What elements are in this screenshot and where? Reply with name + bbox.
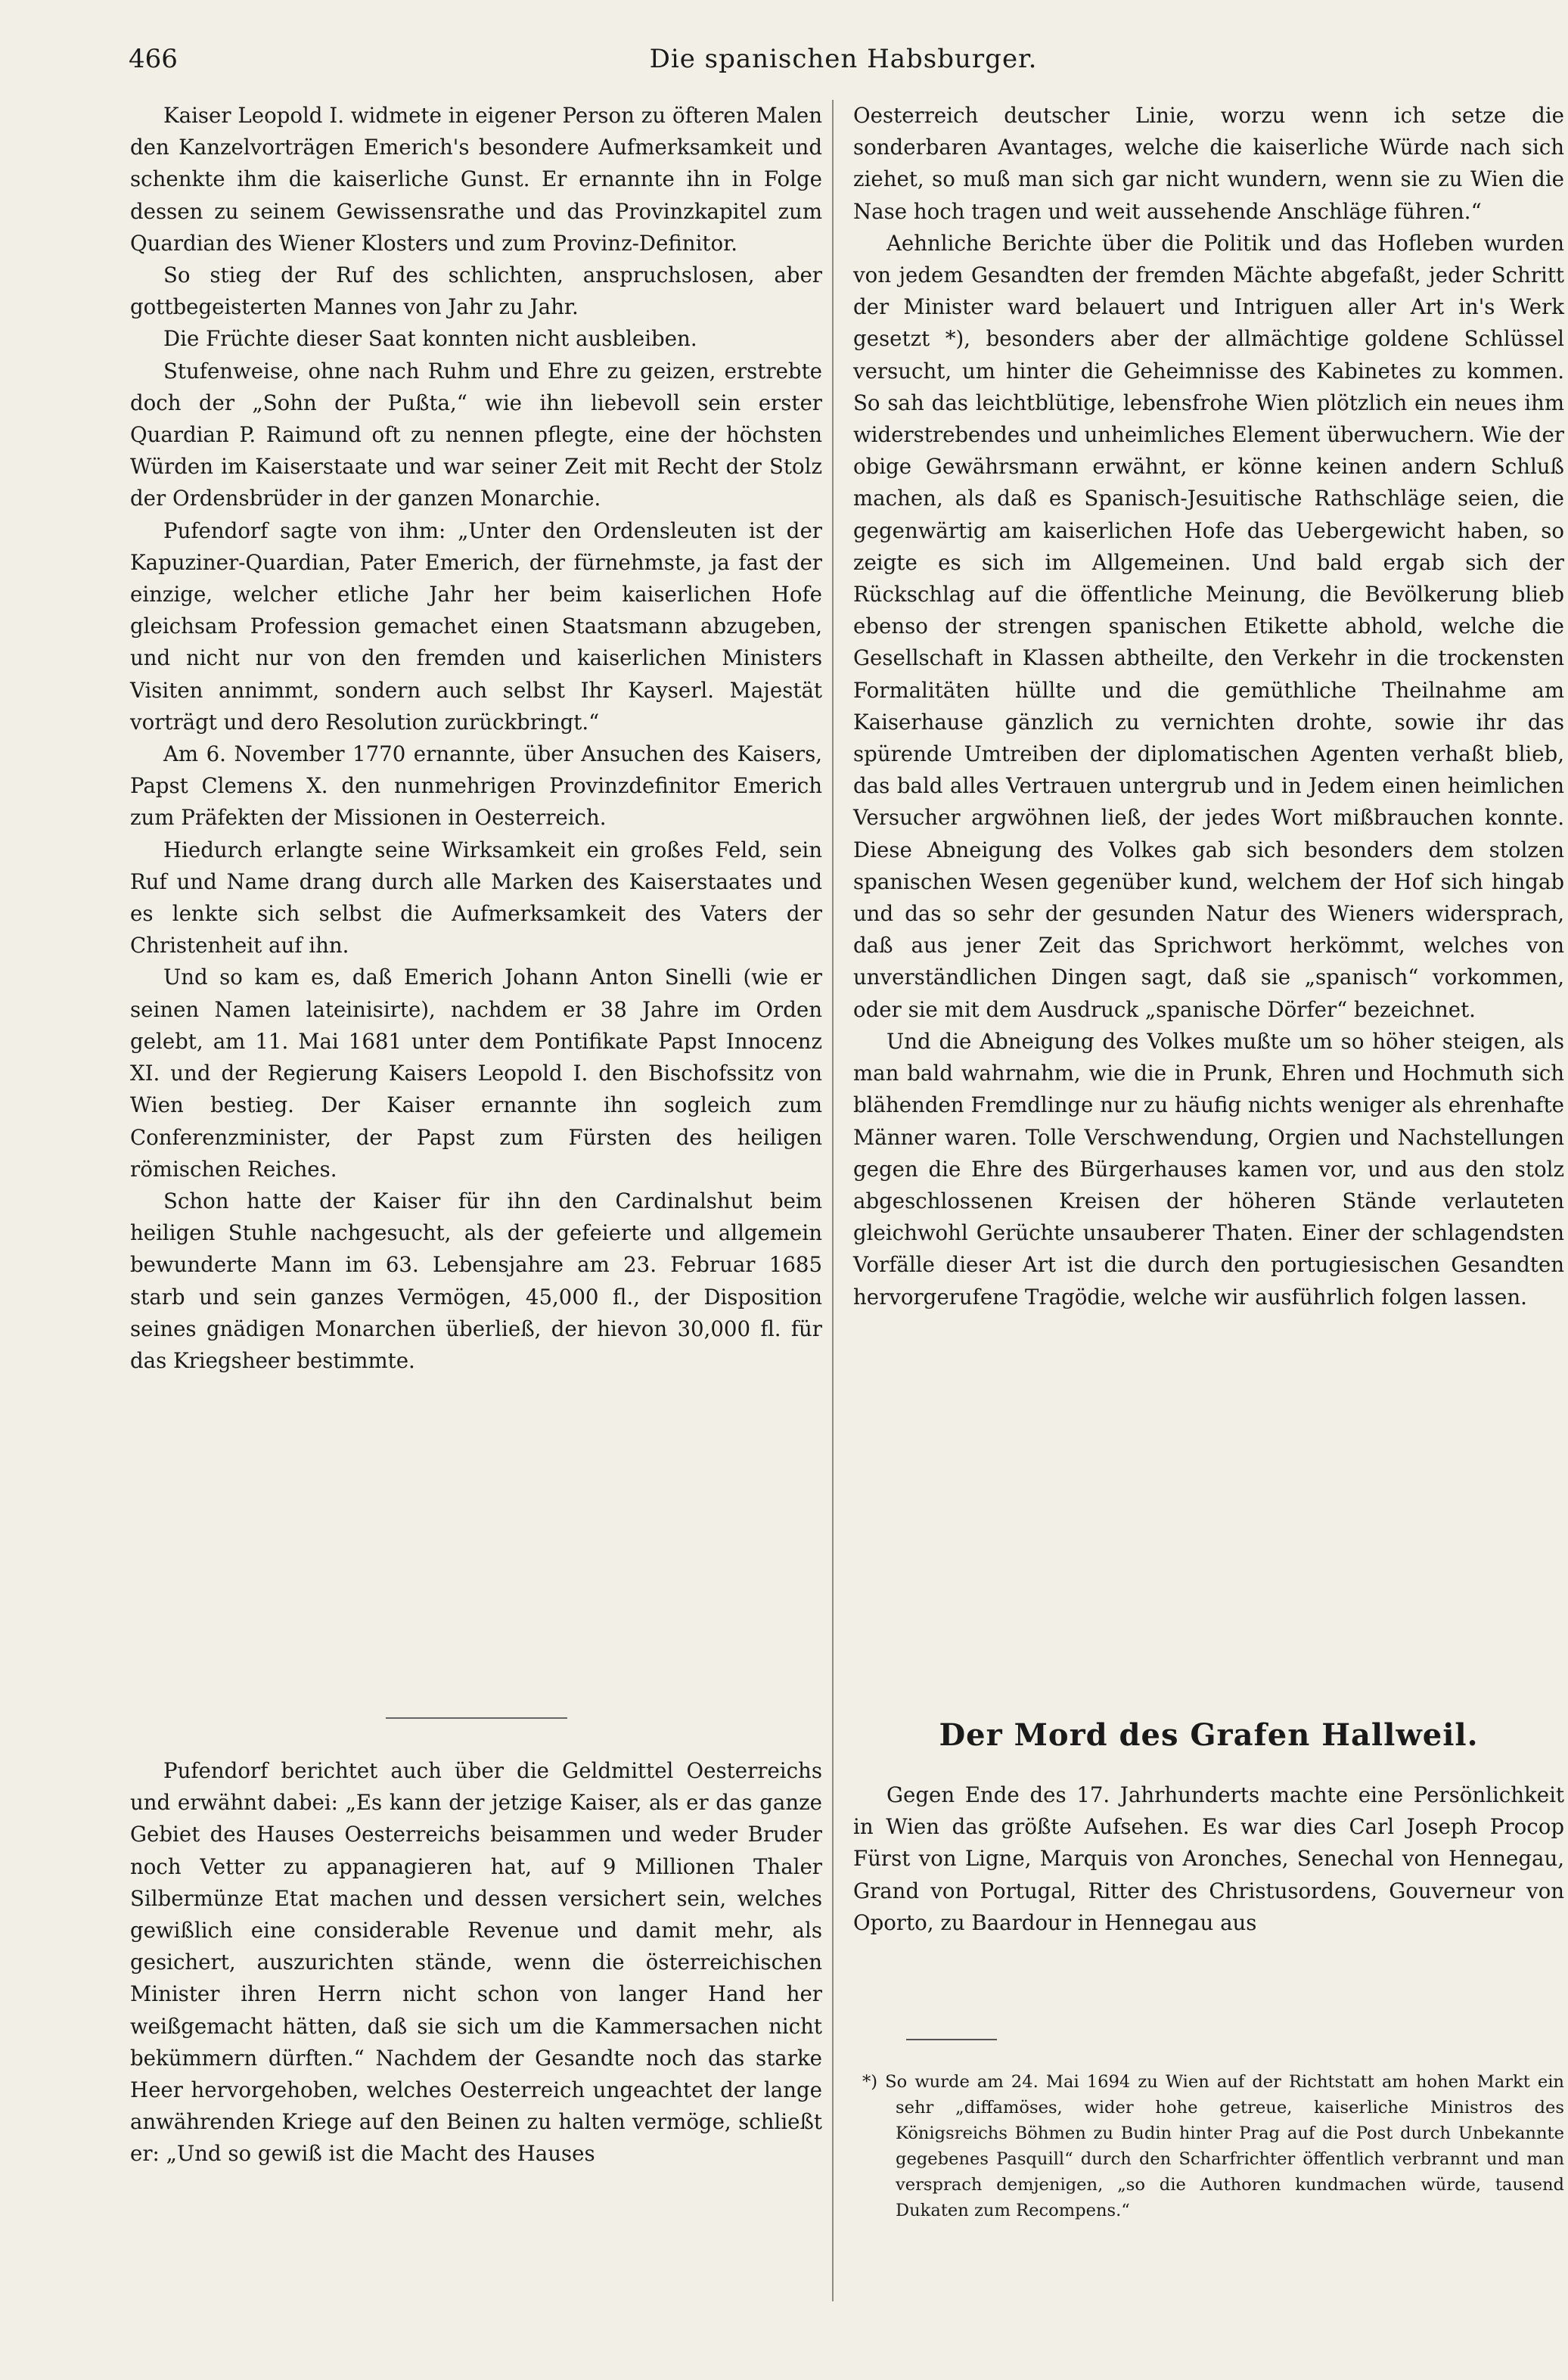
right-column [853,100,1564,1313]
column-divider [832,100,834,2301]
paragraph: Pufendorf berichtet auch über die Geldmittel Oesterreichs und erwähnt dabei: „Es kann der jetzige Kaiser, als er das ganze Gebiet des Hauses Oesterreichs beisammen und weder Bruder noch Vetter zu appanagieren hat, auf 9 Millionen Thaler Silbermünze Etat machen und dessen versichert sein, welches gewißlich eine considerable Revenue und damit mehr, als gesichert, auszurichten stände, wenn die österreichischen Minister ihren Herrn nicht schon von langer Hand her weißgemacht hätten, daß sie sich um die Kammersachen nicht bekümmern dürften.“ Nachdem der Gesandte noch das starke Heer hervorgehoben, welches Oesterreich ungeachtet der lange anwährenden Kriege auf den Beinen zu halten vermöge, schließt er: „Und so gewiß ist die Macht des Hauses [130,1758,822,2167]
paragraph: Aehnliche Berichte über die Politik und das Hofleben wurden von jedem Gesandten der fremden Mächte abgefaßt, jeder Schritt der Minister ward belauert und Intriguen aller Art in's Werk gesetzt *), besonders aber der allmächtige goldene Schlüssel versucht, um hinter die Geheimnisse des Kabinetes zu kommen. So sah das leichtblütige, lebensfrohe Wien plötzlich ein neues ihm widerstrebendes und unheimliches Element überwuchern. Wie der obige Gewährsmann erwähnt, er könne keinen andern Schluß machen, als daß es Spanisch-Jesuitische Rathschläge seien, die gegenwärtig am kaiserlichen Hofe das Uebergewicht haben, so zeigte es sich im Allgemeinen. Und bald ergab sich der Rückschlag auf die öffentliche Meinung, die Bevölkerung blieb ebenso der strengen spanischen Etikette abhold, welche die Gesellschaft in Klassen abtheilte, den Verkehr in die trockensten Formalitäten hüllte und die gemüthliche Theilnahme am Kaiserhause gänzlich zu vernichten drohte, sowie ihr das spürende Umtreiben der diplomatischen Agenten verhaßt blieb, das bald alles Vertrauen untergrub und in Jedem einen heimlichen Versucher argwöhnen ließ, der jedes Wort mißbrauchen konnte. Diese Abneigung des Volkes gab sich besonders dem stolzen spanischen Wesen gegenüber kund, welchem der Hof sich hingab und das so sehr der gesunden Natur des Wieners widersprach, daß aus jener Zeit das Sprichwort herkömmt, welches von unverständlichen Dingen sagt, daß sie „spanisch“ vorkommen, oder sie mit dem Ausdruck „spanische Dörfer“ bezeichnet. [853,230,1564,1022]
paragraph: Schon hatte der Kaiser für ihn den Cardinalshut beim heiligen Stuhle nachgesucht, als der gefeierte und allgemein bewunderte Mann im 63. Lebensjahre am 23. Februar 1685 starb und sein ganzes Vermögen, 45,000 fl., der Disposition seines gnädigen Monarchen überließ, der hievon 30,000 fl. für das Kriegsheer bestimmte. [130,1188,822,1373]
left-column-lower [130,1755,822,2170]
footnote-rule [906,2039,997,2040]
paragraph: Am 6. November 1770 ernannte, über Ansuchen des Kaisers, Papst Clemens X. den nunmehrigen Provinzdefinitor Emerich zum Präfekten der Missionen in Oesterreich. [130,741,822,831]
paragraph: Oesterreich deutscher Linie, worzu wenn ich setze die sonderbaren Avantages, welche die kaiserliche Würde nach sich ziehet, so muß man sich gar nicht wundern, wenn sie zu Wien die Nase hoch tragen und weit aussehende Anschläge führen.“ [853,103,1564,224]
paragraph: Stufenweise, ohne nach Ruhm und Ehre zu geizen, erstrebte doch der „Sohn der Pußta,“ wie ihn liebevoll sein erster Quardian P. Raimund oft zu nennen pflegte, eine der höchsten Würden im Kaiserstaate und war seiner Zeit mit Recht der Stolz der Ordensbrüder in der ganzen Monarchie. [130,358,822,511]
paragraph: Hiedurch erlangte seine Wirksamkeit ein großes Feld, sein Ruf und Name drang durch alle Marken des Kaiserstaates und es lenkte sich selbst die Aufmerksamkeit des Vaters der Christenheit auf ihn. [130,837,822,959]
footnote-text: *) So wurde am 24. Mai 1694 zu Wien auf der Richtstatt am hohen Markt ein sehr „diffamöses, wider hohe getreue, kaiserliche Ministros des Königsreichs Böhmen zu Budin hinter Prag auf die Post durch Unbekannte gegebenes Pasquill“ durch den Scharfrichter öffentlich verbrannt und man versprach demjenigen, „so die Authoren kundmachen würde, tausend Dukaten zum Recompens.“ [862,2072,1564,2220]
paragraph: Die Früchte dieser Saat konnten nicht ausbleiben. [163,326,697,352]
paragraph: Pufendorf sagte von ihm: „Unter den Ordensleuten ist der Kapuziner-Quardian, Pater Emerich, der fürnehmste, ja fast der einzige, welcher etliche Jahr her beim kaiserlichen Hofe gleichsam Profession gemachet einen Staatsmann abzugeben, und nicht nur von den fremden und kaiserlichen Ministers Visiten annimmt, sondern auch selbst Ihr Kayserl. Majestät vorträgt und dero Resolution zurückbringt.“ [130,517,822,735]
running-header [129,44,1558,89]
footnote [853,2069,1564,2223]
paragraph: Gegen Ende des 17. Jahrhunderts machte eine Persönlichkeit in Wien das größte Aufsehen. Es war dies Carl Joseph Procop Fürst von Ligne, Marquis von Aronches, Senechal von Hennegau, Grand von Portugal, Ritter des Christusordens, Gouverneur von Oporto, zu Baardour in Hennegau aus [853,1782,1564,1935]
page-number: 466 [129,44,178,74]
paragraph: Und die Abneigung des Volkes mußte um so höher steigen, als man bald wahrnahm, wie die in Prunk, Ehren und Hochmuth sich blähenden Fremdlinge nur zu häufig nichts weniger als ehrenhafte Männer waren. Tolle Verschwendung, Orgien und Nachstellungen gegen die Ehre des Bürgerhauses kamen vor, und aus den stolz abgeschlossenen Kreisen der höheren Stände verlauteten gleichwohl Gerüchte unsauberer Thaten. Einer der schlagendsten Vorfälle dieser Art ist die durch den portugiesischen Gesandten hervorgerufene Tragödie, welche wir ausführlich folgen lassen. [853,1028,1564,1310]
section-title: Der Mord des Grafen Hallweil. [939,1717,1479,1753]
paragraph: So stieg der Ruf des schlichten, anspruchslosen, aber gottbegeisterten Mannes von Jahr zu Jahr. [130,263,822,320]
right-column-lower [853,1779,1564,1939]
running-title: Die spanischen Habsburger. [649,44,1038,74]
paragraph: Kaiser Leopold I. widmete in eigener Person zu öfteren Malen den Kanzelvorträgen Emerich's besondere Aufmerksamkeit und schenkte ihm die kaiserliche Gunst. Er ernannte ihn in Folge dessen zu seinem Gewissensrathe und das Provinzkapitel zum Quardian des Wiener Klosters und zum Provinz-Definitor. [130,103,822,256]
paragraph: Und so kam es, daß Emerich Johann Anton Sinelli (wie er seinen Namen lateinisirte), nachdem er 38 Jahre im Orden gelebt, am 11. Mai 1681 unter dem Pontifikate Papst Innocenz XI. und der Regierung Kaisers Leopold I. den Bischofssitz von Wien bestieg. Der Kaiser ernannte ihn sogleich zum Conferenzminister, der Papst zum Fürsten des heiligen römischen Reiches. [130,965,822,1182]
section-rule [386,1717,567,1719]
left-column [130,100,822,1377]
